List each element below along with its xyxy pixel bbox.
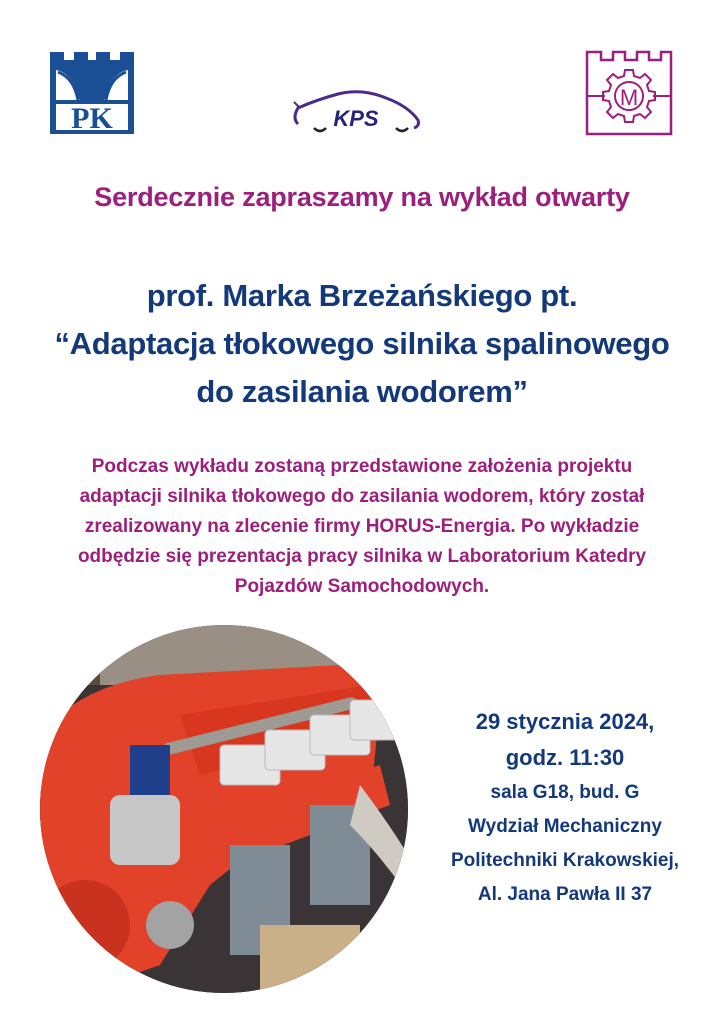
svg-text:KPS: KPS <box>333 106 379 131</box>
event-details <box>420 704 710 912</box>
lecture-title <box>0 272 724 416</box>
description-line: Podczas wykładu zostaną przedstawione założenia projektu <box>91 456 633 477</box>
description-line: odbędzie się prezentacja pracy silnika w Laboratorium Katedry <box>77 546 647 567</box>
pk-logo-icon <box>48 48 136 136</box>
title-line-2: do zasilania wodorem” <box>196 374 528 409</box>
gear-castle-logo-icon <box>585 48 673 136</box>
pk-logo <box>48 48 136 136</box>
event-address: Al. Jana Pawła II 37 <box>477 884 653 905</box>
event-time: godz. 11:30 <box>505 745 625 770</box>
lecturer-line: prof. Marka Brzeżańskiego pt. <box>146 278 578 313</box>
description-line: Pojazdów Samochodowych. <box>234 576 490 597</box>
kps-logo <box>290 84 424 140</box>
invitation-heading: Serdecznie zapraszamy na wykład otwarty <box>94 182 630 212</box>
event-room: sala G18, bud. G <box>490 782 640 803</box>
description-line: adaptacji silnika tłokowego do zasilania wodorem, który został <box>79 486 645 507</box>
wm-logo <box>585 48 673 136</box>
kps-car-logo-icon <box>290 84 424 140</box>
svg-text:PK: PK <box>71 102 113 135</box>
title-line-1: “Adaptacja tłokowego silnika spalinowego <box>54 326 670 361</box>
svg-text:M: M <box>619 85 639 110</box>
event-date: 29 stycznia 2024, <box>475 709 655 734</box>
lecture-description <box>20 452 704 602</box>
engine-photo <box>40 625 408 993</box>
engine-image-icon <box>40 625 408 993</box>
event-university: Politechniki Krakowskiej, <box>450 850 680 871</box>
description-line: zrealizowany na zlecenie firmy HORUS-Energia. Po wykładzie <box>84 516 640 537</box>
event-faculty: Wydział Mechaniczny <box>468 816 662 837</box>
